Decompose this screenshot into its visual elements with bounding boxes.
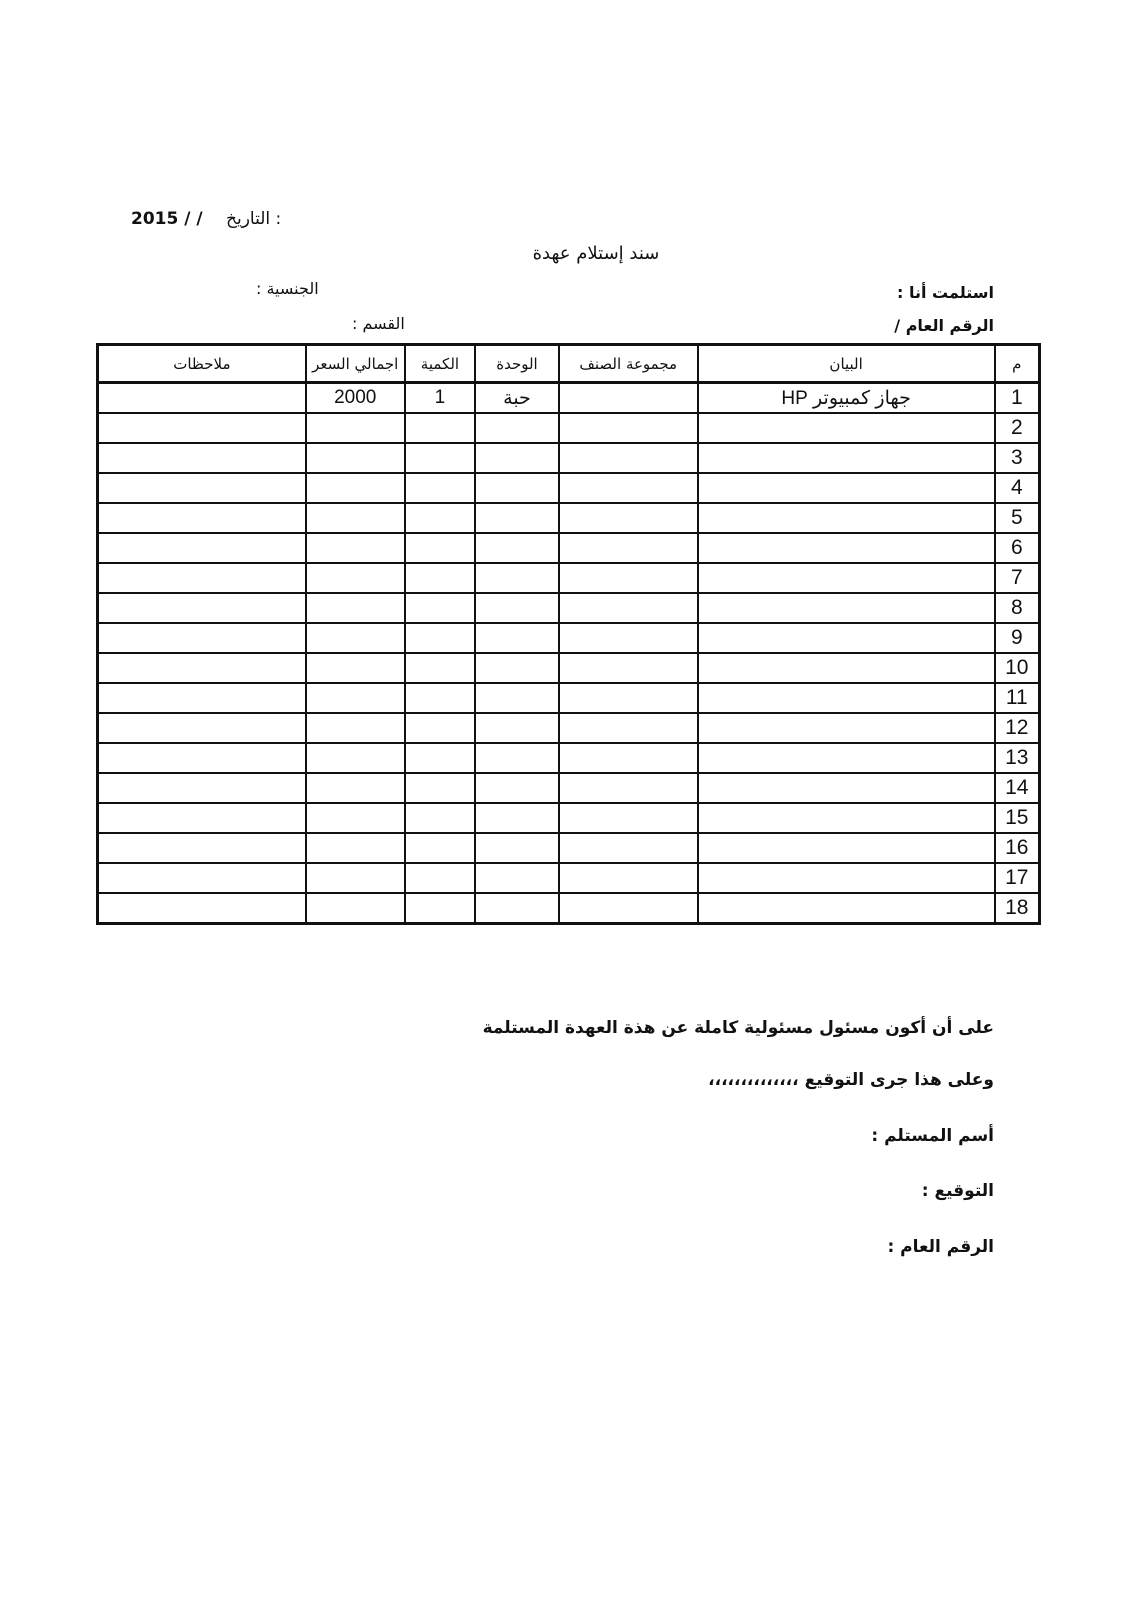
cell-num: 17 bbox=[995, 863, 1040, 893]
responsibility-statement: على أن أكون مسئول مسئولية كاملة عن هذة العهدة المستلمة bbox=[482, 1018, 994, 1038]
cell-unit bbox=[475, 683, 559, 713]
cell-notes bbox=[98, 503, 306, 533]
cell-quantity bbox=[405, 773, 475, 803]
date-line bbox=[131, 209, 281, 229]
cell-notes bbox=[98, 713, 306, 743]
cell-notes bbox=[98, 593, 306, 623]
table-row bbox=[98, 893, 1040, 924]
table-row bbox=[98, 833, 1040, 863]
column-header-notes: ملاحظات bbox=[98, 345, 306, 383]
cell-num: 5 bbox=[995, 503, 1040, 533]
cell-total-price bbox=[306, 833, 405, 863]
cell-num: 1 bbox=[995, 383, 1040, 414]
column-header-description: البيان bbox=[698, 345, 995, 383]
cell-quantity bbox=[405, 863, 475, 893]
signature-statement-dots: ،،،،،،،،،،،،،، bbox=[708, 1070, 799, 1090]
cell-description bbox=[698, 653, 995, 683]
cell-num: 11 bbox=[995, 683, 1040, 713]
document-title: سند إستلام عهدة bbox=[532, 243, 660, 264]
table-header-row bbox=[98, 345, 1040, 383]
cell-unit: حبة bbox=[475, 383, 559, 414]
table-row bbox=[98, 653, 1040, 683]
signature-statement-text: وعلى هذا جرى التوقيع bbox=[804, 1070, 994, 1090]
cell-group bbox=[559, 893, 698, 924]
cell-notes bbox=[98, 833, 306, 863]
cell-group bbox=[559, 773, 698, 803]
cell-unit bbox=[475, 743, 559, 773]
cell-notes bbox=[98, 893, 306, 924]
cell-unit bbox=[475, 623, 559, 653]
cell-num: 7 bbox=[995, 563, 1040, 593]
items-table bbox=[96, 343, 1041, 925]
table-row bbox=[98, 803, 1040, 833]
cell-unit bbox=[475, 593, 559, 623]
cell-description bbox=[698, 563, 995, 593]
cell-unit bbox=[475, 563, 559, 593]
column-header-total-price: اجمالي السعر bbox=[306, 345, 405, 383]
cell-total-price bbox=[306, 683, 405, 713]
cell-group bbox=[559, 713, 698, 743]
column-header-quantity: الكمية bbox=[405, 345, 475, 383]
cell-description bbox=[698, 623, 995, 653]
cell-unit bbox=[475, 713, 559, 743]
cell-num: 3 bbox=[995, 443, 1040, 473]
table-row bbox=[98, 863, 1040, 893]
cell-group bbox=[559, 413, 698, 443]
table-row bbox=[98, 683, 1040, 713]
footer-general-number-label: الرقم العام : bbox=[887, 1237, 994, 1257]
document-title-row bbox=[0, 243, 1132, 264]
cell-notes bbox=[98, 563, 306, 593]
cell-num: 8 bbox=[995, 593, 1040, 623]
cell-notes bbox=[98, 413, 306, 443]
table-row bbox=[98, 383, 1040, 414]
date-label: التاريخ : bbox=[225, 209, 282, 229]
cell-quantity bbox=[405, 413, 475, 443]
cell-num: 18 bbox=[995, 893, 1040, 924]
cell-description bbox=[698, 863, 995, 893]
cell-quantity bbox=[405, 623, 475, 653]
cell-unit bbox=[475, 833, 559, 863]
cell-quantity bbox=[405, 713, 475, 743]
cell-description bbox=[698, 473, 995, 503]
cell-notes bbox=[98, 773, 306, 803]
cell-unit bbox=[475, 653, 559, 683]
cell-notes bbox=[98, 683, 306, 713]
cell-total-price bbox=[306, 743, 405, 773]
cell-quantity bbox=[405, 443, 475, 473]
cell-quantity bbox=[405, 683, 475, 713]
cell-quantity bbox=[405, 833, 475, 863]
cell-description bbox=[698, 833, 995, 863]
cell-group bbox=[559, 863, 698, 893]
cell-description bbox=[698, 413, 995, 443]
cell-total-price bbox=[306, 623, 405, 653]
cell-unit bbox=[475, 533, 559, 563]
cell-quantity bbox=[405, 653, 475, 683]
cell-description bbox=[698, 713, 995, 743]
cell-quantity bbox=[405, 473, 475, 503]
cell-group bbox=[559, 563, 698, 593]
cell-description bbox=[698, 773, 995, 803]
cell-num: 10 bbox=[995, 653, 1040, 683]
cell-description: جهاز كمبيوتر HP bbox=[698, 383, 995, 414]
cell-group bbox=[559, 503, 698, 533]
cell-group bbox=[559, 803, 698, 833]
cell-notes bbox=[98, 473, 306, 503]
cell-total-price bbox=[306, 713, 405, 743]
cell-description bbox=[698, 593, 995, 623]
cell-notes bbox=[98, 623, 306, 653]
cell-unit bbox=[475, 503, 559, 533]
cell-quantity bbox=[405, 503, 475, 533]
cell-group bbox=[559, 833, 698, 863]
cell-unit bbox=[475, 473, 559, 503]
cell-total-price bbox=[306, 893, 405, 924]
items-body bbox=[98, 383, 1040, 924]
cell-notes bbox=[98, 533, 306, 563]
cell-total-price bbox=[306, 563, 405, 593]
table-row bbox=[98, 773, 1040, 803]
date-value: 2015 / / bbox=[131, 209, 203, 229]
cell-total-price bbox=[306, 443, 405, 473]
cell-group bbox=[559, 383, 698, 414]
cell-quantity bbox=[405, 593, 475, 623]
table-row bbox=[98, 623, 1040, 653]
cell-quantity bbox=[405, 533, 475, 563]
cell-group bbox=[559, 683, 698, 713]
cell-num: 13 bbox=[995, 743, 1040, 773]
cell-group bbox=[559, 443, 698, 473]
cell-description bbox=[698, 803, 995, 833]
cell-unit bbox=[475, 443, 559, 473]
cell-total-price bbox=[306, 473, 405, 503]
cell-quantity bbox=[405, 743, 475, 773]
department-label: القسم : bbox=[352, 314, 405, 333]
cell-num: 6 bbox=[995, 533, 1040, 563]
cell-total-price: 2000 bbox=[306, 383, 405, 414]
cell-total-price bbox=[306, 413, 405, 443]
cell-description bbox=[698, 683, 995, 713]
cell-total-price bbox=[306, 653, 405, 683]
cell-description bbox=[698, 743, 995, 773]
cell-total-price bbox=[306, 803, 405, 833]
cell-description bbox=[698, 443, 995, 473]
cell-group bbox=[559, 623, 698, 653]
signature-statement bbox=[708, 1070, 994, 1090]
cell-notes bbox=[98, 863, 306, 893]
cell-unit bbox=[475, 413, 559, 443]
general-number-label: الرقم العام / bbox=[894, 316, 994, 335]
table-row bbox=[98, 743, 1040, 773]
table-row bbox=[98, 413, 1040, 443]
cell-quantity bbox=[405, 893, 475, 924]
table-row bbox=[98, 533, 1040, 563]
cell-total-price bbox=[306, 533, 405, 563]
table-row bbox=[98, 713, 1040, 743]
cell-group bbox=[559, 653, 698, 683]
cell-num: 9 bbox=[995, 623, 1040, 653]
cell-num: 16 bbox=[995, 833, 1040, 863]
signature-label: التوقيع : bbox=[921, 1181, 994, 1201]
cell-description bbox=[698, 893, 995, 924]
cell-quantity: 1 bbox=[405, 383, 475, 414]
cell-notes bbox=[98, 653, 306, 683]
table-row bbox=[98, 503, 1040, 533]
cell-notes bbox=[98, 743, 306, 773]
cell-total-price bbox=[306, 593, 405, 623]
table-row bbox=[98, 563, 1040, 593]
cell-group bbox=[559, 593, 698, 623]
received-by-label: استلمت أنا : bbox=[897, 283, 994, 302]
cell-num: 4 bbox=[995, 473, 1040, 503]
cell-total-price bbox=[306, 773, 405, 803]
cell-notes bbox=[98, 383, 306, 414]
receiver-name-label: أسم المستلم : bbox=[871, 1126, 994, 1146]
cell-unit bbox=[475, 803, 559, 833]
cell-unit bbox=[475, 863, 559, 893]
cell-quantity bbox=[405, 803, 475, 833]
nationality-label: الجنسية : bbox=[256, 279, 319, 298]
cell-description bbox=[698, 503, 995, 533]
cell-unit bbox=[475, 773, 559, 803]
cell-notes bbox=[98, 443, 306, 473]
table-row bbox=[98, 593, 1040, 623]
cell-group bbox=[559, 473, 698, 503]
cell-num: 2 bbox=[995, 413, 1040, 443]
table-row bbox=[98, 443, 1040, 473]
cell-unit bbox=[475, 893, 559, 924]
cell-quantity bbox=[405, 563, 475, 593]
cell-num: 12 bbox=[995, 713, 1040, 743]
cell-total-price bbox=[306, 503, 405, 533]
column-header-num: م bbox=[995, 345, 1040, 383]
cell-description bbox=[698, 533, 995, 563]
cell-notes bbox=[98, 803, 306, 833]
cell-group bbox=[559, 743, 698, 773]
cell-total-price bbox=[306, 863, 405, 893]
cell-num: 15 bbox=[995, 803, 1040, 833]
column-header-unit: الوحدة bbox=[475, 345, 559, 383]
cell-num: 14 bbox=[995, 773, 1040, 803]
column-header-group: مجموعة الصنف bbox=[559, 345, 698, 383]
cell-group bbox=[559, 533, 698, 563]
table-row bbox=[98, 473, 1040, 503]
